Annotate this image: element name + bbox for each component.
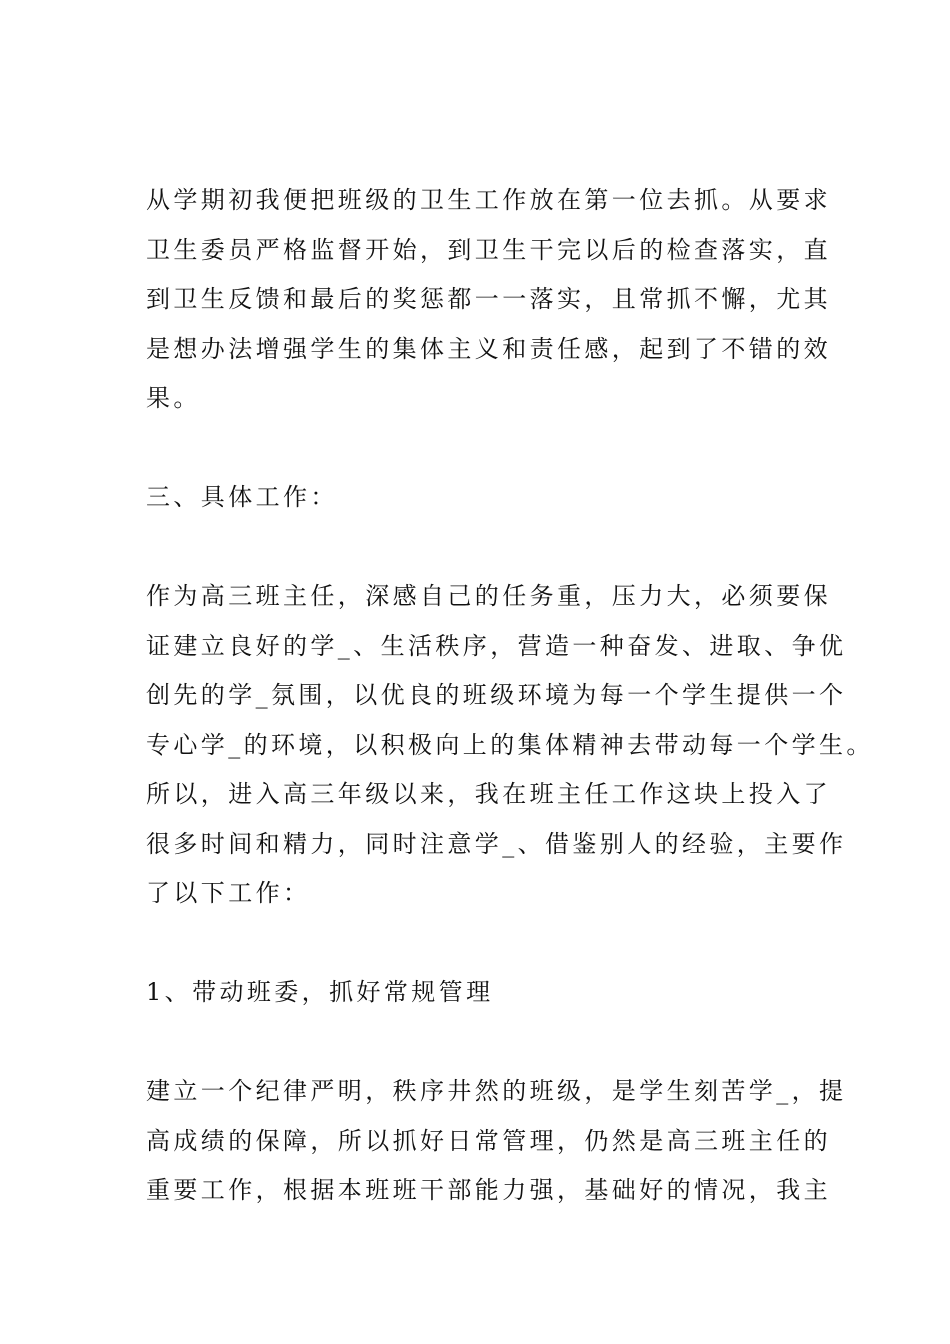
- paragraph-gap: [146, 919, 826, 969]
- text-line: 果。: [146, 384, 201, 412]
- text-line: 专心学_的环境，以积极向上的集体精神去带动每一个学生。: [146, 730, 874, 759]
- text-line: 高成绩的保障，所以抓好日常管理，仍然是高三班主任的: [146, 1126, 831, 1155]
- paragraph-discipline: [146, 1067, 847, 1216]
- subsection-heading: 1、带动班委，抓好常规管理: [146, 978, 494, 1006]
- text-line: 从学期初我便把班级的卫生工作放在第一位去抓。从要求: [146, 186, 831, 214]
- text-line: 到卫生反馈和最后的奖惩都一一落实，且常抓不懈，尤其: [146, 285, 831, 313]
- text-line: 重要工作，根据本班班干部能力强，基础好的情况，我主: [146, 1176, 831, 1204]
- paragraph-gap: [146, 424, 826, 474]
- section-heading: 三、具体工作：: [146, 483, 338, 511]
- text-line: 证建立良好的学_、生活秩序，营造一种奋发、进取、争优: [146, 631, 847, 660]
- paragraph-gap: [146, 1018, 826, 1068]
- text-line: 很多时间和精力，同时注意学_、借鉴别人的经验，主要作: [146, 829, 847, 858]
- paragraph-hygiene-work: [146, 176, 831, 424]
- subheading-class-committee: [146, 968, 826, 1018]
- paragraph-head-teacher-role: [146, 572, 874, 919]
- paragraph-gap: [146, 523, 826, 573]
- text-line: 卫生委员严格监督开始，到卫生干完以后的检查落实，直: [146, 235, 831, 264]
- section-heading-specific-work: [146, 473, 826, 523]
- text-line: 作为高三班主任，深感自己的任务重，压力大，必须要保: [146, 582, 831, 610]
- text-line: 了以下工作：: [146, 879, 311, 907]
- text-line: 所以，进入高三年级以来，我在班主任工作这块上投入了: [146, 780, 831, 808]
- text-line: 是想办法增强学生的集体主义和责任感，起到了不错的效: [146, 334, 831, 363]
- document-body: [146, 176, 874, 1216]
- text-line: 建立一个纪律严明，秩序井然的班级，是学生刻苦学_，提: [146, 1077, 847, 1105]
- text-line: 创先的学_氛围，以优良的班级环境为每一个学生提供一个: [146, 681, 847, 709]
